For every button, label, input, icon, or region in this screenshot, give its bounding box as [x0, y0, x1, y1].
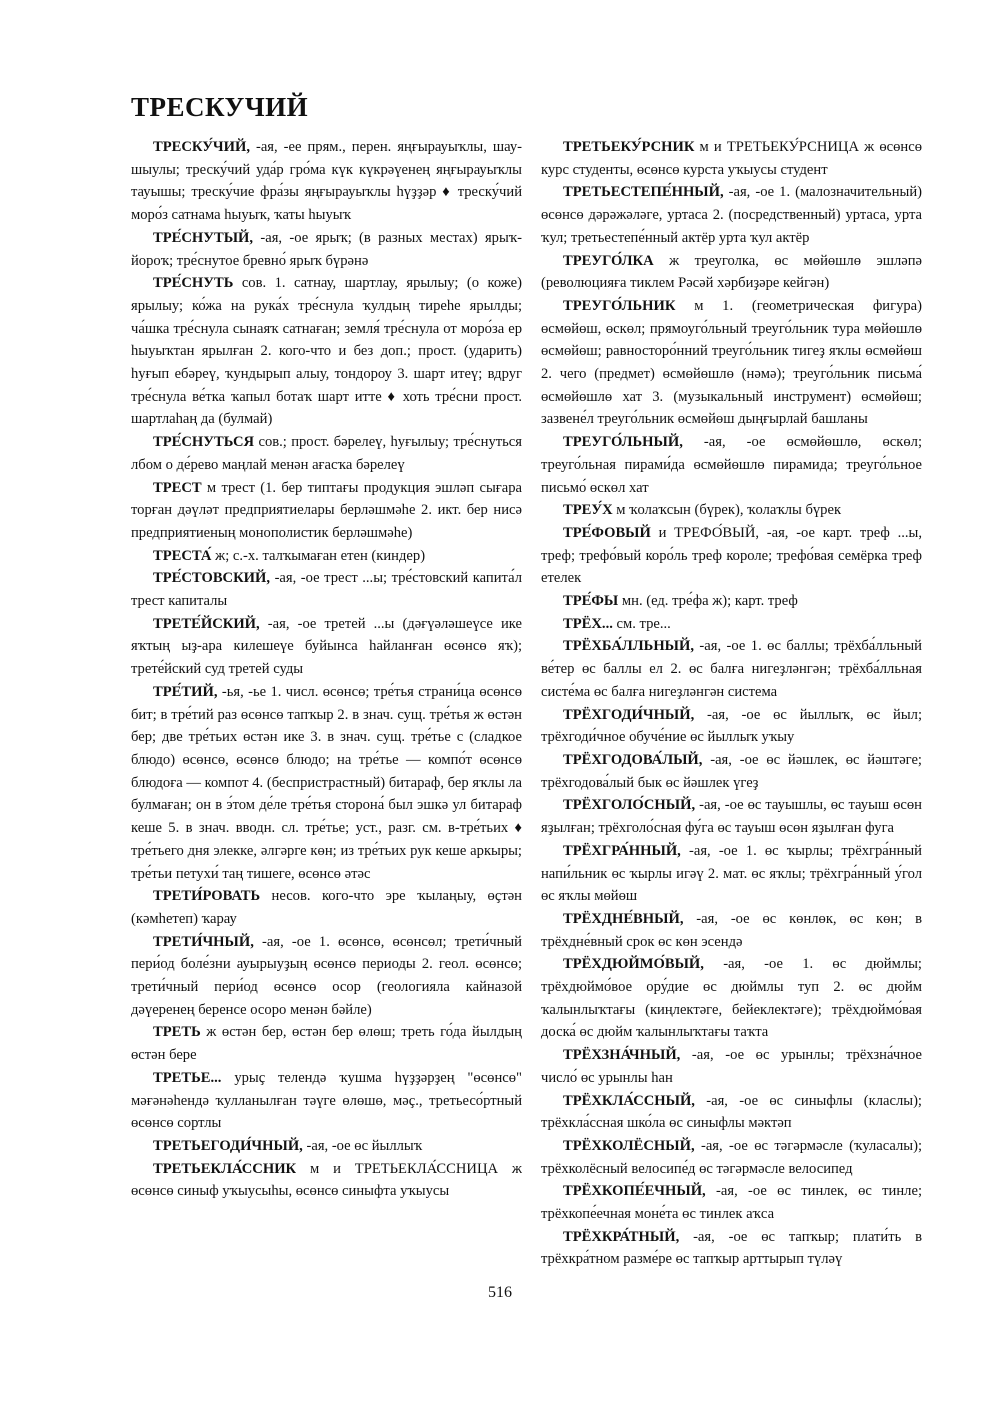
entry-definition: -ая, -ое ярыҡ; (в разных местах) ярыҡ-йороҡ; тре́снутое бревно́ ярыҡ бүрәнә: [131, 229, 522, 269]
entry-definition: см. тре...: [612, 615, 671, 632]
entry-headword: ТРЁХДЮЙМО́ВЫЙ,: [563, 956, 704, 973]
page-number: 516: [488, 1284, 512, 1301]
entry-definition: несов. кого-что эре ҡылаңыу, өҫтән (кәмһетеп) ҡарау: [131, 888, 522, 927]
entry-definition: мн. (ед. тре́фа ж); карт. треф: [618, 593, 798, 610]
dictionary-entry: [131, 885, 522, 930]
dictionary-entry: [541, 295, 922, 431]
dictionary-entry: [131, 931, 522, 1022]
entry-headword: ТРЕТЕ́ЙСКИЙ,: [153, 615, 260, 632]
entry-definition: -ая, -ое 1. өс дюймлы; трёхдюймо́вое ору́дие өс дюймлы туп 2. өс дюйм ҡалынлыҡтағы (киңлектәге, бейеклектәге); трёхдюймо́вая доска́ өс дюйм ҡалынлыҡтағы таҡта: [541, 956, 922, 1041]
dictionary-entry: [541, 749, 922, 794]
entry-definition: -ая, -ое өс урынлы; трёхзна́чное число́ өс урынлы һан: [541, 1047, 922, 1086]
entry-headword: ТРЁХКОЛЁСНЫЙ,: [563, 1137, 695, 1154]
dictionary-entry: [541, 1044, 922, 1089]
entry-headword: ТРЕТИ́ЧНЫЙ,: [153, 933, 254, 950]
entry-headword: ТРЁХКРА́ТНЫЙ,: [563, 1228, 680, 1245]
entry-definition: -ая, -ое өс көнлөк, өс көн; в трёхдне́вный срок өс көн эсендә: [541, 910, 922, 950]
entry-headword: ТРЁХГОЛО́СНЫЙ,: [563, 797, 696, 814]
entry-definition: -ая, -ое трест ...ы; тре́стовский капита́л трест капиталы: [131, 570, 522, 610]
entry-headword: ТРЕТИ́РОВАТЬ: [153, 888, 261, 905]
entry-definition: -ая, -ое өс тапҡыр; плати́ть в трёхкра́тном разме́ре өс тапҡыр арттырып түләү: [541, 1228, 922, 1268]
entry-headword: ТРЁХДНЕ́ВНЫЙ,: [563, 910, 684, 927]
entry-headword: ТРЕ́СНУТЬ: [153, 275, 234, 292]
dictionary-entry: [131, 1158, 522, 1203]
dictionary-entry: [541, 635, 922, 703]
entry-headword: ТРЕСКУ́ЧИЙ,: [153, 139, 250, 155]
dictionary-entry: [131, 431, 522, 476]
entry-headword: ТРЁХКЛА́ССНЫЙ,: [563, 1092, 695, 1109]
dictionary-entry: [131, 1021, 522, 1066]
entry-headword: ТРЕТЬЕСТЕПЕ́ННЫЙ,: [563, 184, 724, 201]
dictionary-entry: [541, 908, 922, 953]
entry-definition: -ая, -ое 1. өсөнсө, өсөнсөл; трети́чный пери́од боле́зни ауырыуҙың өсөнсө периоды 2. геол. өсөнсө; трети́чный пери́од өсөнсө осор (геологияла кайназой дәүеренең беренсе осоро менән бәйле): [131, 933, 522, 1018]
dictionary-entry: [541, 181, 922, 249]
entry-definition: м 1. (геометрическая фигура) өсмөйөш, өскөл; прямоуго́льный треуго́льник тура мөйөшлө өсмөйөш; равносторо́нний треуго́льник тигеҙ яҡлы өсмөйөш 2. чего (предмет) өсмөйөшлө (нәмә); треуго́льник письма́ өсмөйөшлө хат 3. (музыкальный инструмент) өсмөйөш; зазвене́л треуго́льник өсмөйөш дыңғырлай башланы: [541, 297, 922, 428]
entry-headword: ТРЕ́СНУТЫЙ,: [153, 229, 254, 246]
entry-headword: ТРЕТЬЕКЛА́ССНИК: [153, 1160, 297, 1177]
entry-headword: ТРЁХГОДИ́ЧНЫЙ,: [563, 706, 695, 723]
entry-headword: ТРЁХЗНА́ЧНЫЙ,: [563, 1047, 681, 1064]
entry-headword: ТРЕУГО́ЛКА: [563, 252, 654, 269]
right-column: [541, 136, 922, 1271]
dictionary-entry: [541, 704, 922, 749]
entry-definition: -ая, -ое өс тауышлы, өс тауыш өсөн яҙылған; трёхголо́сная фу́га өс тауыш өсөн яҙылған фуга: [541, 797, 922, 837]
entry-definition: -ая, -ое өс йыллыҡ: [302, 1137, 423, 1154]
entry-definition: -ая, -ое 1. өс баллы; трёхба́лльный ве́тер өс баллы ел 2. өс балға нигеҙләнгән; трёхба́лльная систе́ма өс балға нигеҙләнгән система: [541, 638, 922, 700]
dictionary-entry: [541, 250, 922, 295]
entry-definition: -ья, -ье 1. числ. өсөнсө; тре́тья страни́ца өсөнсө бит; в тре́тий раз өсөнсө тапҡыр 2. в знач. сущ. тре́тья ж өстән бер; две тре́тьих өстән ике 3. в знач. сущ. тре́тье с (сладкое блюдо) өсөнсө, өсөнсө блюдо; на тре́тье — компо́т өсөнсө блюдоға — компот 4. (беспристрастный) битараф, бер яҡлы ла булмаған; он в э́том де́ле тре́тья сторона́ был эшкә ул битараф кеше 5. в знач. вводн. сл. тре́тье; уст., разг. см. в-тре́тьих ♦ тре́тьего дня элекке, әлгәрге көн; из тре́тьих рук кеше аркыры; тре́тьи петухи́ таң тишеге, өсөнсө әтәс: [131, 683, 522, 882]
dictionary-entry: [541, 590, 922, 613]
entry-definition: -ая, -ее прям., перен. яңғырауыҡлы, шау-шыулы; треску́чий уда́р гро́ма күк күкрәүенең яңғырауыҡлы тауышы; треску́чие фра́зы яңғырауыҡлы һүҙҙәр ♦ треску́чий моро́з сатнама һыуыҡ, ҡаты һыуыҡ: [131, 139, 522, 224]
entry-definition: ж треуголка, өс мөйөшлө эшләпә (революцияға тиклем Рәсәй хәрбиҙәре кейгән): [541, 252, 922, 292]
entry-headword: ТРЕТЬ: [153, 1024, 201, 1041]
dictionary-entry: [541, 840, 922, 908]
entry-headword: ТРЕУ́Х: [563, 502, 613, 519]
dictionary-entry: [541, 431, 922, 499]
dictionary-entry: [541, 1226, 922, 1271]
entry-headword: ТРЕ́СНУТЬСЯ: [153, 434, 255, 451]
entry-definition: м и ТРЕТЬЕКЛА́ССНИЦА ж өсөнсө синыф уҡыусыһы, өсөнсө синыфта уҡыусы: [131, 1160, 522, 1200]
entry-headword: ТРЕ́ФОВЫЙ: [563, 524, 651, 541]
entry-definition: -ая, -ое третей ...ы (дәғүәләшеүсе ике яҡтың ыҙ-ара килешеүе буйынса һайланған өсөнсө яҡ); трете́йский суд третей суды: [131, 615, 522, 678]
entry-definition: ж; с.-х. талҡымаған етен (киндер): [211, 547, 426, 564]
dictionary-entry: [131, 567, 522, 612]
dictionary-entry: [541, 1135, 922, 1180]
entry-headword: ТРЕТЬЕКУ́РСНИК: [563, 139, 695, 155]
dictionary-entry: [131, 1135, 522, 1158]
entry-definition: -ая, -ое өс синыфлы (класлы); трёхкла́ссная шко́ла өс синыфлы мәктәп: [541, 1092, 922, 1132]
entry-headword: ТРЕ́ФЫ: [563, 593, 619, 610]
entry-definition: сов.; прост. бәрелеү, һуғылыу; тре́снуться лбом о де́рево маңлай менән ағасҡа бәрелеү: [131, 434, 522, 473]
entry-definition: -ая, -ое 1. (малозначительный) өсөнсө дәрәжәләге, уртаса 2. (посредственный) уртаса, урта ҡул; третьестепе́нный актёр урта ҡул актёр: [541, 184, 922, 246]
entry-headword: ТРЁХГРА́ННЫЙ,: [563, 842, 681, 859]
dictionary-entry: [131, 227, 522, 272]
entry-definition: -ая, -ое өсмөйөшлө, өскөл; треуго́льная пирами́да өсмөйөшлө пирамида; треуго́льное письмо́ өскөл хат: [541, 434, 922, 496]
entry-headword: ТРЕ́ТИЙ,: [153, 683, 218, 700]
dictionary-entry: [541, 953, 922, 1044]
dictionary-entry: [131, 136, 522, 227]
dictionary-entry: [541, 794, 922, 839]
entry-definition: -ая, -ое өс йәшлек, өс йәштәге; трёхгодова́лый бык өс йәшлек үгеҙ: [541, 751, 922, 791]
left-column: [131, 136, 522, 1203]
dictionary-entry: [541, 499, 922, 522]
entry-headword: ТРЁХБА́ЛЛЬНЫЙ,: [563, 638, 694, 655]
dictionary-entry: [131, 545, 522, 568]
entry-definition: м и ТРЕТЬЕКУ́РСНИЦА ж өсөнсө курс студенты, өсөнсө курста уҡыусы студент: [541, 139, 922, 178]
entry-definition: -ая, -ое 1. өс ҡырлы; трёхгра́нный напи́льник өс ҡырлы игәү 2. мат. өс яҡлы; трёхгра́нный у́гол өс яҡлы мөйөш: [541, 842, 922, 905]
dictionary-entry: [541, 1180, 922, 1225]
entry-definition: сов. 1. сатнау, шартлау, ярылыу; (о коже) ярылыу; ко́жа на рука́х тре́снула ҡулдың тиреһе ярылды; ча́шка тре́снула сынаяҡ сатнаған; земля́ тре́снула от моро́за ер һыуыҡтан ярылған 2. кого-что и без доп.; прост. (ударить) һуғып ебәреү, ҡундырып алыу, тондороу 3. шарт итеү; вдруг тре́снула ве́тка ҡапыл ботаҡ шарт итте ♦ хоть тре́сни прост. шартлаһаң да (булмай): [131, 275, 522, 428]
entry-headword: ТРЕСТ: [153, 479, 202, 496]
entry-headword: ТРЕУГО́ЛЬНИК: [563, 297, 676, 314]
running-head: ТРЕСКУЧИЙ: [131, 92, 309, 122]
entry-headword: ТРЕТЬЕГОДИ́ЧНЫЙ,: [153, 1137, 303, 1154]
dictionary-entry: [541, 522, 922, 590]
dictionary-entry: [131, 477, 522, 545]
entry-headword: ТРЕУГО́ЛЬНЫЙ,: [563, 434, 683, 451]
dictionary-entry: [131, 1067, 522, 1135]
entry-definition: м ҡолаҡсын (бүрек), ҡолаҡлы бүрек: [612, 502, 842, 519]
entry-definition: -ая, -ое өс йыллыҡ, өс йыл; трёхгоди́чное обуче́ние өс йыллыҡ уҡыу: [541, 706, 922, 746]
entry-definition: -ая, -ое өс тинлек, өс тинле; трёхкопе́ечная моне́та өс тинлек аҡса: [541, 1183, 922, 1223]
entry-headword: ТРЕСТА́: [153, 547, 212, 564]
entry-definition: урыҫ телендә ҡушма һүҙҙәрҙең "өсөнсө" мәғәнәһендә ҡулланылған тәүге өлөшө, мәҫ., третьесо́ртный өсөнсө сортлы: [131, 1069, 522, 1132]
dictionary-entry: [131, 272, 522, 431]
entry-headword: ТРЕТЬЕ...: [153, 1069, 222, 1086]
dictionary-entry: [541, 613, 922, 636]
entry-definition: м трест (1. бер типтағы продукция эшләп сығара торған дәүләт предприятиелары берләшмәһе 2. икт. бер нисә предприятиеның монополистик берләшмәһе): [131, 479, 522, 541]
entry-definition: ж өстән бер, өстән бер өлөш; треть го́да йылдың өстән бере: [131, 1024, 522, 1064]
entry-headword: ТРЕ́СТОВСКИЙ,: [153, 570, 271, 587]
entry-headword: ТРЁХКОПЕ́ЕЧНЫЙ,: [563, 1183, 706, 1200]
dictionary-entry: [131, 681, 522, 885]
dictionary-entry: [541, 136, 922, 181]
dictionary-entry: [131, 613, 522, 681]
entry-definition: и ТРЕФО́ВЫЙ, -ая, -ое карт. треф ...ы, треф; трефо́вый коро́ль треф короле; трефо́вая семёрка треф етелек: [541, 524, 922, 587]
entry-definition: -ая, -ое өс тәгәрмәсле (ҡуласалы); трёхколёсный велосипе́д өс тәгәрмәсле велосипед: [541, 1137, 922, 1177]
entry-headword: ТРЁХ...: [563, 615, 613, 632]
dictionary-entry: [541, 1090, 922, 1135]
entry-headword: ТРЁХГОДОВА́ЛЫЙ,: [563, 751, 703, 768]
